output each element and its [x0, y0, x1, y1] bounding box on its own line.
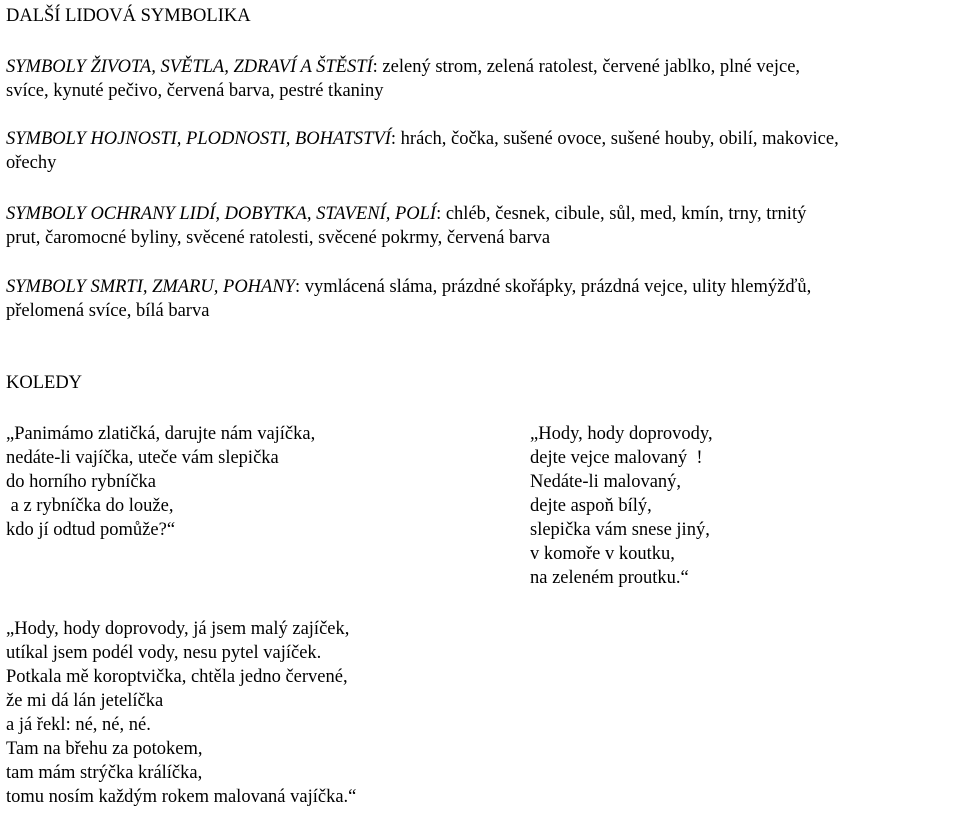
poem-line: „Panimámo zlatičká, darujte nám vajíčka, [6, 424, 316, 444]
symbols-life-line1 [6, 55, 800, 79]
symbols-life-text: : zelený strom, zelená ratolest, červené jablko, plné vejce, [372, 57, 801, 77]
koledy-heading: KOLEDY [6, 373, 83, 393]
poem-line: tam mám strýčka králíčka, [6, 763, 203, 783]
poem-line: Nedáte-li malovaný, [530, 472, 682, 492]
poem-line: slepička vám snese jiný, [530, 520, 710, 540]
symbols-protection-label: SYMBOLY OCHRANY LIDÍ, DOBYTKA, STAVENÍ, POLÍ [6, 204, 437, 224]
symbols-life-line2: svíce, kynuté pečivo, červená barva, pestré tkaniny [6, 81, 384, 101]
poem-bottom [6, 617, 356, 809]
symbols-protection-text: : chléb, česnek, cibule, sůl, med, kmín, trny, trnitý [436, 204, 807, 224]
poem-line: dejte vejce malovaný ! [530, 448, 703, 468]
symbols-abundance-text: : hrách, čočka, sušené ovoce, sušené houby, obilí, makovice, [390, 129, 839, 149]
poem-line: nedáte-li vajíčka, uteče vám slepička [6, 448, 279, 468]
poem-line: v komoře v koutku, [530, 544, 675, 564]
poem-line: a z rybníčka do louže, [6, 496, 174, 516]
poem-right [530, 422, 713, 590]
symbols-death-text: : vymlácená sláma, prázdné skořápky, prázdná vejce, ulity hlemýžďů, [294, 277, 812, 297]
poem-line: a já řekl: né, né, né. [6, 715, 151, 735]
symbols-protection-line2: prut, čaromocné byliny, svěcené ratolesti, svěcené pokrmy, červená barva [6, 228, 551, 248]
poem-line: že mi dá lán jetelíčka [6, 691, 164, 711]
poem-line: utíkal jsem podél vody, nesu pytel vajíček. [6, 643, 322, 663]
symbols-abundance-line2: ořechy [6, 153, 57, 173]
poem-left [6, 422, 315, 542]
symbols-protection-line1 [6, 202, 806, 226]
poem-line: do horního rybníčka [6, 472, 157, 492]
symbols-death-line1 [6, 275, 811, 299]
symbols-death-line2: přelomená svíce, bílá barva [6, 301, 210, 321]
poem-line: dejte aspoň bílý, [530, 496, 652, 516]
poem-line: Potkala mě koroptvička, chtěla jedno červené, [6, 667, 348, 687]
poem-line: „Hody, hody doprovody, [530, 424, 713, 444]
symbols-abundance-line1 [6, 127, 839, 151]
symbols-abundance-label: SYMBOLY HOJNOSTI, PLODNOSTI, BOHATSTVÍ [6, 129, 391, 149]
poem-line: „Hody, hody doprovody, já jsem malý zajíček, [6, 619, 350, 639]
page-heading: DALŠÍ LIDOVÁ SYMBOLIKA [6, 6, 251, 26]
symbols-death-label: SYMBOLY SMRTI, ZMARU, POHANY [6, 277, 295, 297]
symbols-life-label: SYMBOLY ŽIVOTA, SVĚTLA, ZDRAVÍ A ŠTĚSTÍ [6, 57, 373, 77]
poem-line: na zeleném proutku.“ [530, 568, 689, 588]
poem-line: tomu nosím každým rokem malovaná vajíčka.“ [6, 787, 357, 807]
poem-line: kdo jí odtud pomůže?“ [6, 520, 176, 540]
poem-line: Tam na břehu za potokem, [6, 739, 203, 759]
